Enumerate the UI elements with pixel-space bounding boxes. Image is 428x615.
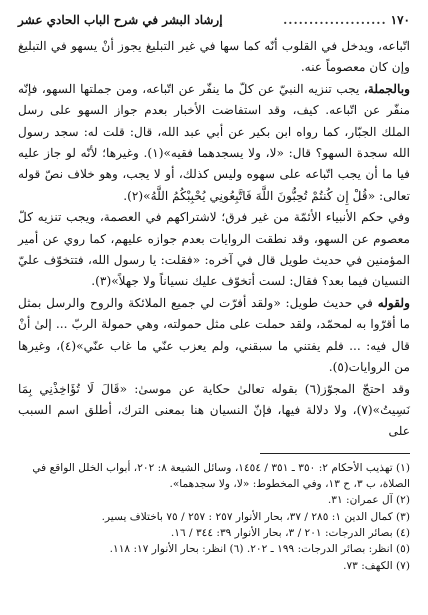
footnote-separator [260,453,410,454]
running-header [18,10,410,30]
paragraph [18,79,410,207]
paragraph-text: وقد احتجّ المجوّز(٦) بقوله تعالىٰ حكاية عن موسىٰ: «قَالَ لَا تُؤَاخِذْنِي بِمَا نَسِيتُ»(٧)، ولا دلالة فيها، فإنّ النسيان هنا بمعنى الترك، أطلق اسم السبب على [18,381,411,439]
page-number: ١٧٠ [390,13,410,27]
paragraph-text: في حديث طويل: «ولقد أفرّت لي جميع الملائكة والروح والرسل بمثل ما أقرّوا به لمحمّد، ولقد حملت على مثل حمولته، وهي حمولة الربّ ... إلىٰ أنْ قال فيه: ... فلم يفتني ما سبقني، ولم يعزب عنّي ما غاب عنّي»(٤)، وغيرها من الروايات(٥). [18,295,410,375]
footnote: (٥) انظر: بصائر الدرجات: ١٩٩ ـ ٢٠٢. (٦) انظر: بحار الأنوار ١٧: ١١٨. [109,543,410,556]
footnote: (٣) كمال الدين ١: ٢٨٥ / ٣٧، بحار الأنوار ٢٥٧ : ٢٥٧ / ٧٥ باختلاف يسير. [101,510,410,523]
paragraph [18,379,410,443]
header-dot-leader: .................... [283,13,387,27]
paragraph [18,293,410,379]
paragraph [18,36,410,79]
paragraph-lead: ولقوله [377,295,410,310]
running-title: إرشاد البشر في شرح الباب الحادي عشر [18,13,223,27]
paragraph-text: اتّباعه، ويدخل في القلوب أنّه كما سها في غير التبليغ يجوز أنْ يسهو في التبليغ وإن كان معصوماً عنه. [18,39,410,75]
main-text [18,36,410,443]
footnote: (١) تهذيب الأحكام ٢: ٣٥٠ ـ ٣٥١ / ١٤٥٤، وسائل الشيعة ٨: ٢٠٢، أبواب الخلل الواقع في الصلاة، ب ٣، ح ١٣، وفي المخطوط: «لا، ولا سجدهما». [32,461,410,491]
paragraph-text: وفي حكم الأنبياء الأئمّة من غير فرق؛ لاشتراكهم في العصمة، ويجب تنزيه كلّ معصوم عن السهو، وقد نطقت الروايات بعدم جوازه عليهم، كما روي عن أمير المؤمنين في حديث طويل قال في آخره: «فقلت: يا رسول الله، فتتخوّف عليّ النسيان فيما بعد؟ فقال: لست أتخوّف عليك نسياناً ولا جهلاً»(٣). [18,210,410,289]
footnote: (٢) آل عمران: ٣١. [327,494,410,507]
paragraph [18,207,410,293]
footnote: (٤) بصائر الدرجات: ٢٠١ / ٣، بحار الأنوار ٣٩: ٣٤٤ / ١٦. [170,526,410,539]
footnotes [18,460,410,574]
paragraph-text: يجب تنزيه النبيّ عن كلّ ما ينفّر عن اتّباعه، ومن جملتها السهو، فإنّه منفّر عن اتّباعه. كيف، وقد استفاضت الأخبار بعدم جواز السهو على رسل الملك الجبّار، كما رواه ابن بكير عن أبي عبد الله، قال: قلت له: سجد رسول الله سجدة السهو؟ قال: «لا، ولا يسجدهما فقيه»(١). وغيرها؛ لأنّه لو جاز عليه فيا ما أن يجب اتّباعه على سهوه وليس كذلك، أو لا يجب، وهو خلاف نصّ قوله تعالى: «قُلْ إِن كُنتُمْ تُحِبُّونَ اللَّهَ فَاتَّبِعُونِي يُحْبِبْكُمُ اللَّهُ»(٢). [18,81,410,203]
paragraph-lead: وبالجملة، [363,81,410,96]
footnote: (٧) الكهف: ٧٣. [343,559,410,572]
